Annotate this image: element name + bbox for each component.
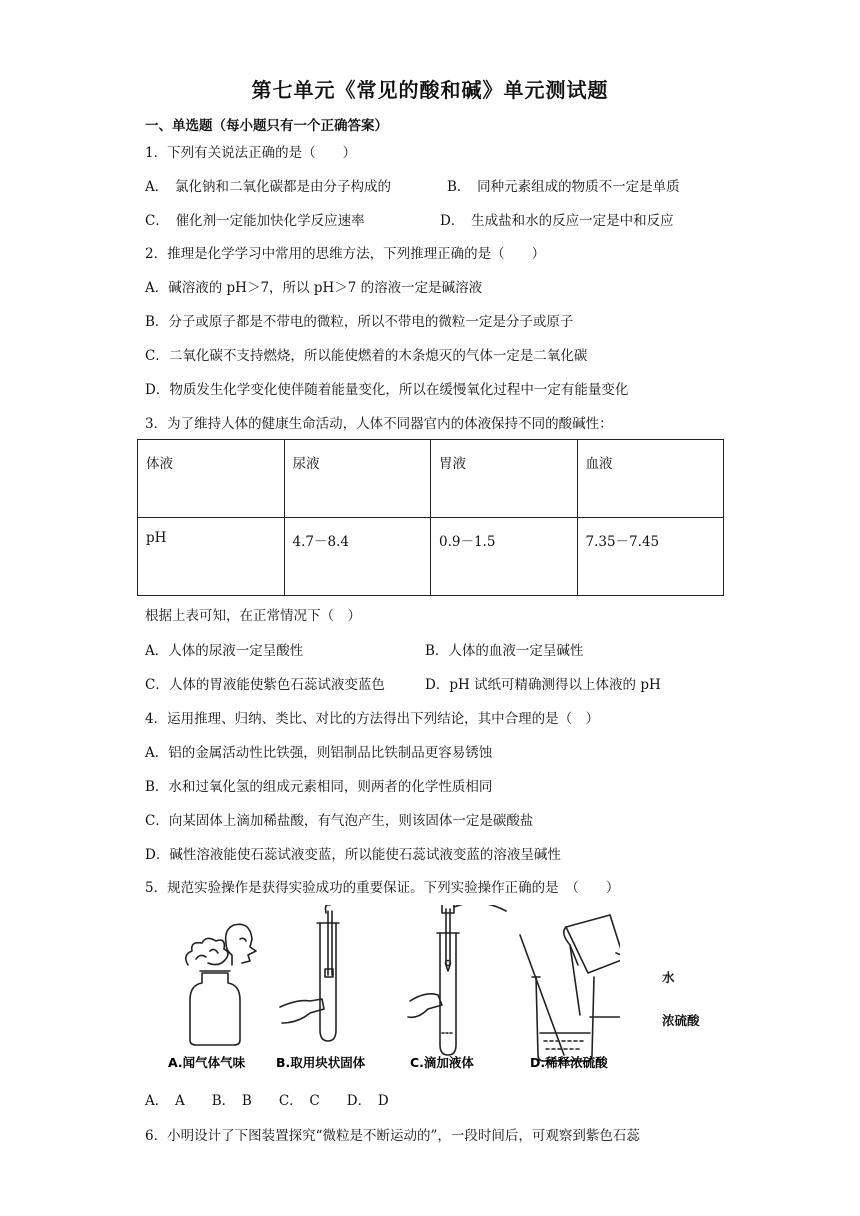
question-4-option-b: B．水和过氧化氢的组成元素相同，则两者的化学性质相同 <box>145 779 493 795</box>
question-3-stem: 3．为了维持人体的健康生命活动，人体不同器官内的体液保持不同的酸碱性： <box>145 416 613 432</box>
table-cell: 体液 <box>138 440 285 518</box>
table-cell: 胃液 <box>431 440 578 518</box>
dropper-illustration <box>408 905 506 1055</box>
gas-jar-illustration <box>186 924 256 1045</box>
label-water: 水 <box>662 970 675 985</box>
label-concentrated-acid: 浓硫酸 <box>662 1013 700 1028</box>
table-cell: 4.7－8.4 <box>284 518 431 596</box>
page-title: 第七单元《常见的酸和碱》单元测试题 <box>251 78 609 102</box>
question-4-stem: 4．运用推理、归纳、类比、对比的方法得出下列结论，其中合理的是（ ） <box>145 711 600 727</box>
question-1-stem: 1．下列有关说法正确的是（ ） <box>145 145 357 161</box>
table-cell: 7.35－7.45 <box>577 518 724 596</box>
question-2-option-a: A．碱溶液的 pH＞7，所以 pH＞7 的溶液一定是碱溶液 <box>145 280 483 296</box>
figure-caption-b: B.取用块状固体 <box>276 1055 366 1070</box>
question-2-stem: 2．推理是化学学习中常用的思维方法，下列推理正确的是（ ） <box>145 246 546 262</box>
figure-caption-a: A.闻气体气味 <box>168 1055 246 1070</box>
question-5-options: A． A B． B C． C D． D <box>145 1093 389 1109</box>
table-row <box>138 518 724 596</box>
question-3-after-table: 根据上表可知，在正常情况下（ ） <box>145 608 361 624</box>
question-5-stem: 5．规范实验操作是获得实验成功的重要保证。下列实验操作正确的是 （ ） <box>145 880 620 896</box>
test-tube-solid-illustration <box>280 905 339 1041</box>
body-fluid-ph-table <box>137 439 724 596</box>
question-3-option-d: D．pH 试纸可精确测得以上体液的 pH <box>425 677 661 693</box>
question-2-option-b: B．分子或原子都是不带电的微粒，所以不带电的微粒一定是分子或原子 <box>145 314 574 330</box>
beaker-dilution-illustration <box>520 915 620 1061</box>
table-cell: 0.9－1.5 <box>431 518 578 596</box>
question-1-option-d: D． 生成盐和水的反应一定是中和反应 <box>440 213 674 229</box>
table-cell: 血液 <box>577 440 724 518</box>
question-3-option-b: B．人体的血液一定呈碱性 <box>425 643 584 659</box>
question-2-option-c: C．二氧化碳不支持燃烧，所以能使燃着的木条熄灭的气体一定是二氧化碳 <box>145 348 588 364</box>
section-heading: 一、单选题（每小题只有一个正确答案） <box>145 118 388 134</box>
table-cell: pH <box>138 518 285 596</box>
question-6-stem: 6．小明设计了下图装置探究“微粒是不断运动的”，一段时间后，可观察到紫色石蕊 <box>145 1128 640 1144</box>
figure-caption-c: C.滴加液体 <box>410 1055 474 1070</box>
question-3-option-c: C．人体的胃液能使紫色石蕊试液变蓝色 <box>145 677 385 693</box>
table-cell: 尿液 <box>284 440 431 518</box>
table-row <box>138 440 724 518</box>
question-3-option-a: A．人体的尿液一定呈酸性 <box>145 643 304 659</box>
figure-caption-d: D.稀释浓硫酸 <box>530 1055 608 1070</box>
question-4-option-c: C．向某固体上滴加稀盐酸，有气泡产生，则该固体一定是碳酸盐 <box>145 813 534 829</box>
lab-operations-figure <box>160 905 620 1075</box>
question-4-option-d: D．碱性溶液能使石蕊试液变蓝，所以能使石蕊试液变蓝的溶液呈碱性 <box>145 847 561 863</box>
question-4-option-a: A．铝的金属活动性比铁强，则铝制品比铁制品更容易锈蚀 <box>145 745 493 761</box>
question-1-option-a: A． 氯化钠和二氧化碳都是由分子构成的 <box>145 179 391 195</box>
question-2-option-d: D．物质发生化学变化使伴随着能量变化，所以在缓慢氧化过程中一定有能量变化 <box>145 382 629 398</box>
question-1-option-b: B． 同种元素组成的物质不一定是单质 <box>447 179 680 195</box>
question-1-option-c: C． 催化剂一定能加快化学反应速率 <box>145 213 365 229</box>
